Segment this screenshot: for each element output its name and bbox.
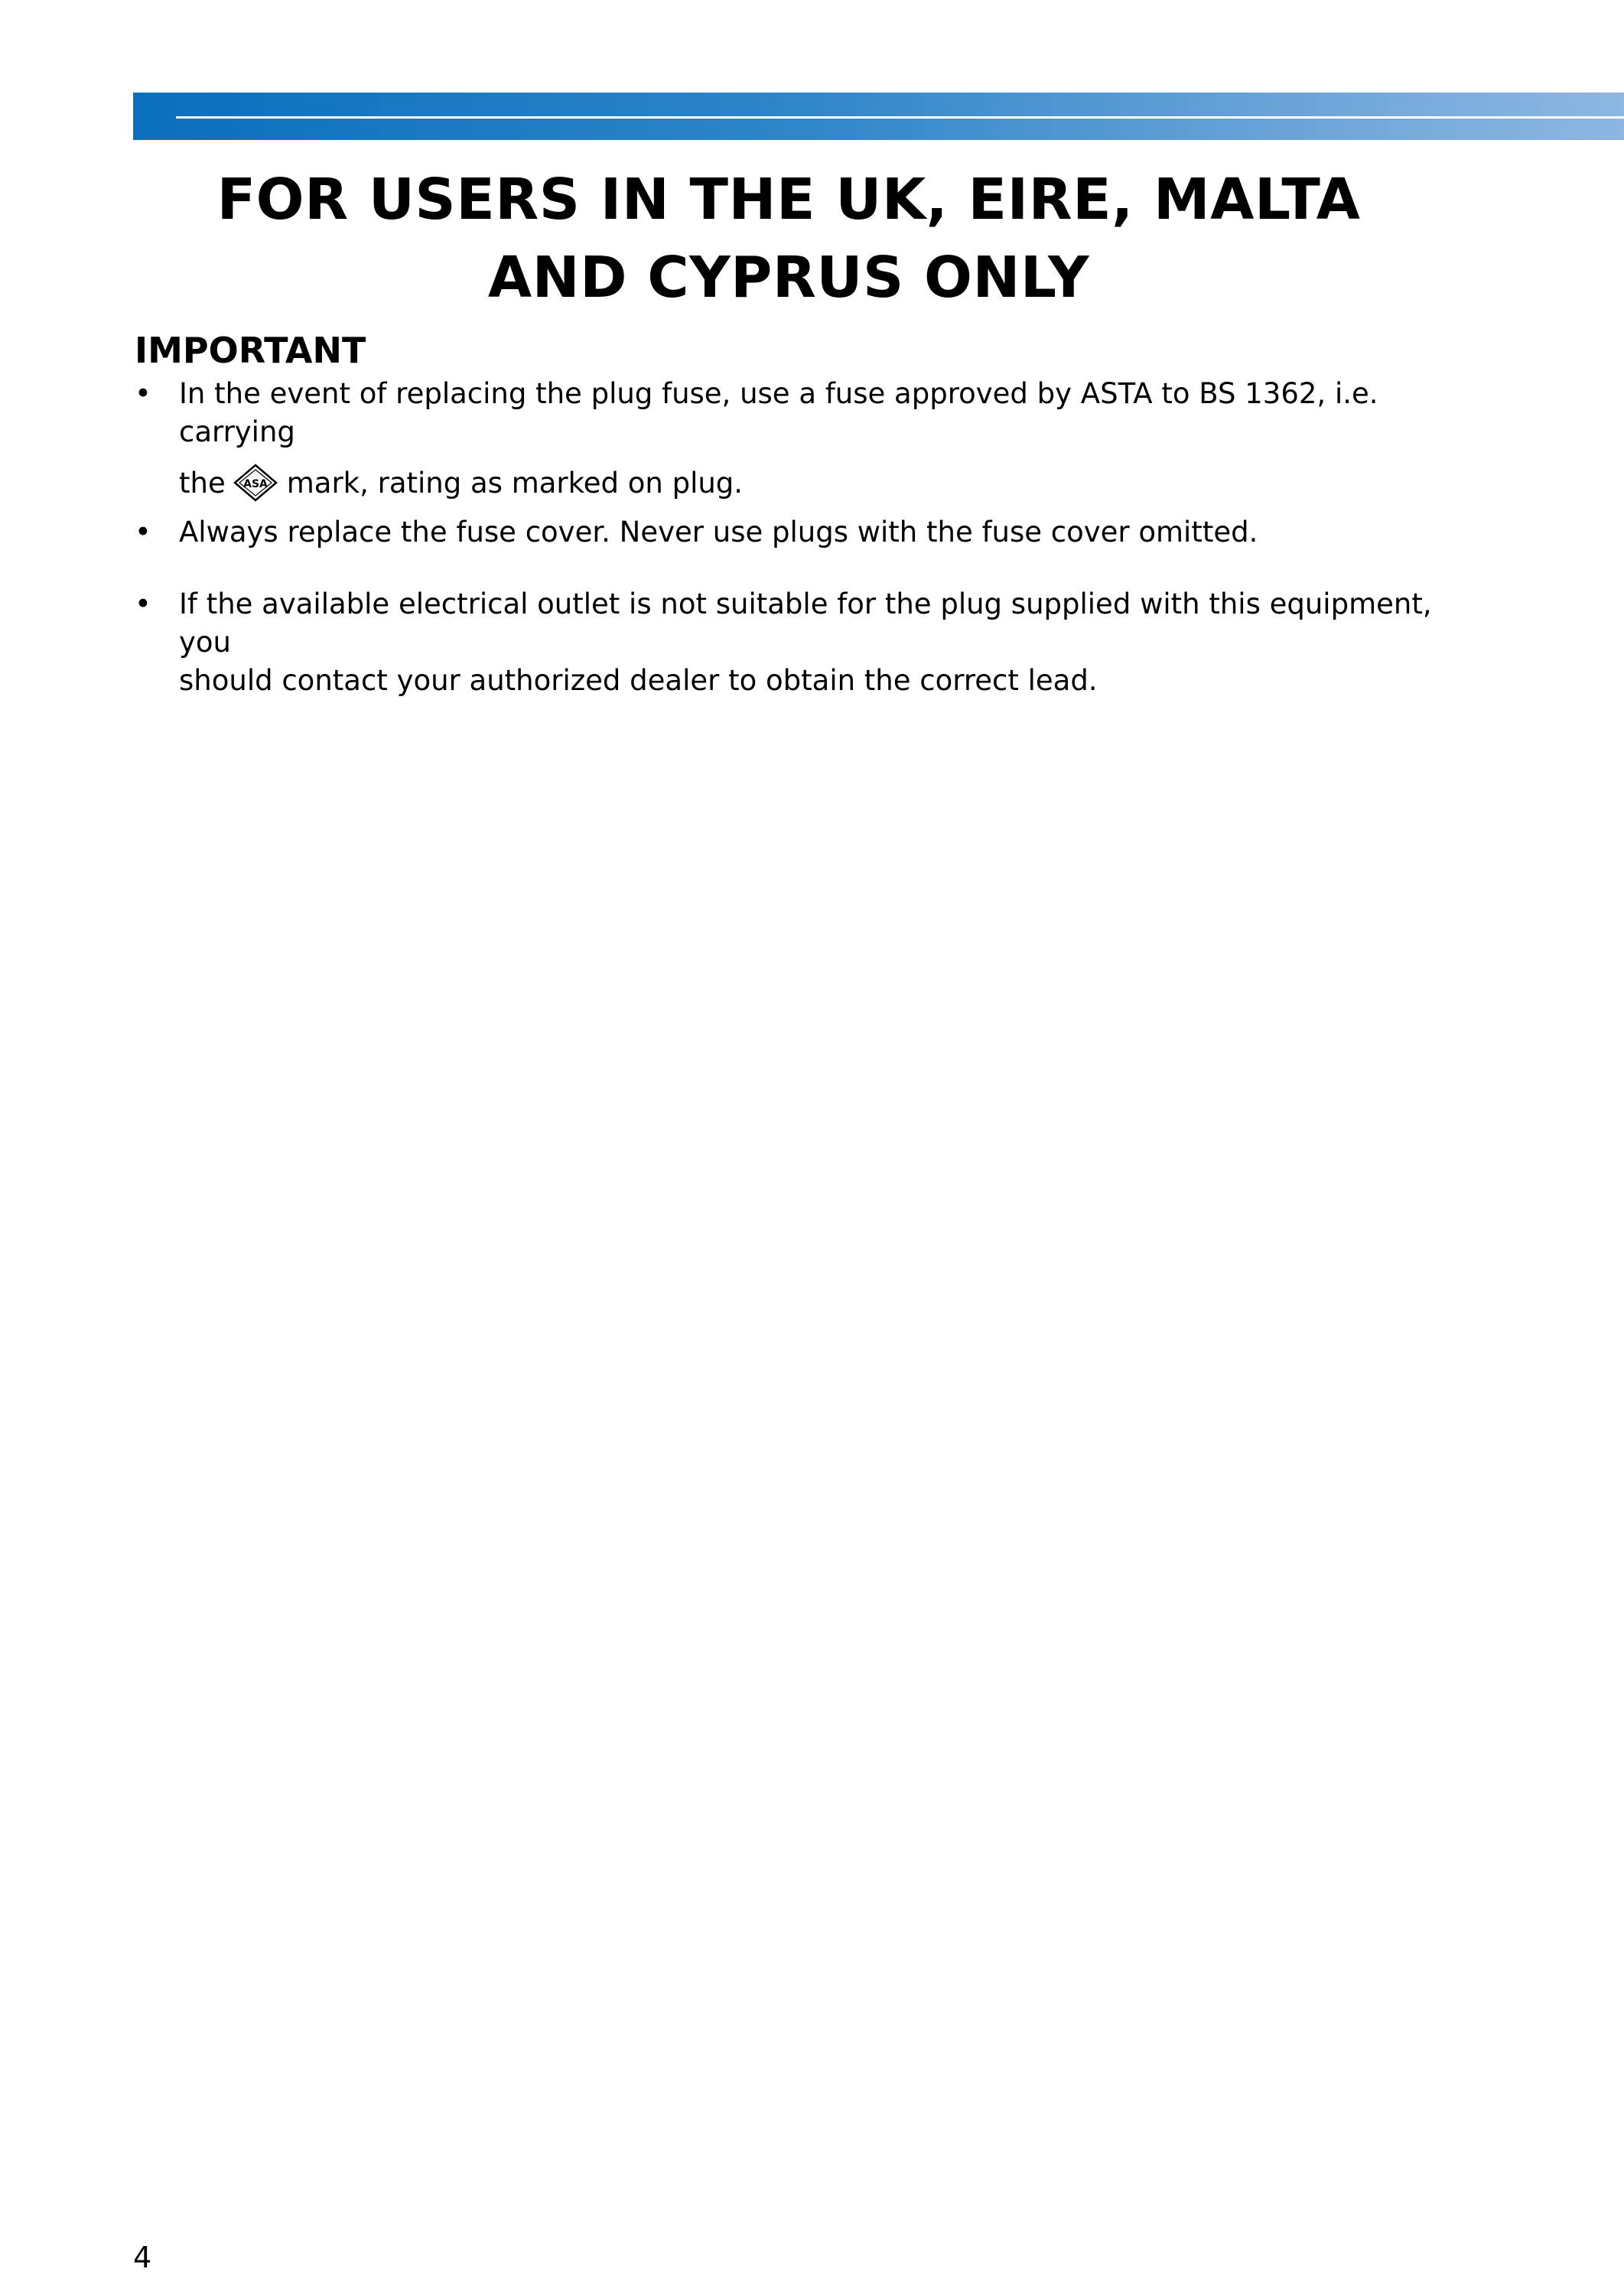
asta-mark-icon bbox=[233, 464, 278, 502]
header-bar bbox=[133, 93, 1624, 140]
page-title-line-2: AND CYPRUS ONLY bbox=[487, 245, 1090, 311]
list-item-text-line-1: If the available electrical outlet is not suitable for the plug supplied with this equipment, you bbox=[179, 588, 1432, 659]
asta-mark-label: ASA bbox=[242, 478, 268, 490]
page-title-line-1: FOR USERS IN THE UK, EIRE, MALTA bbox=[216, 167, 1361, 233]
list-item-text: Always replace the fuse cover. Never use plugs with the fuse cover omitted. bbox=[179, 516, 1258, 549]
section-heading-important: IMPORTANT bbox=[135, 330, 366, 371]
list-item-text-line-1: In the event of replacing the plug fuse, use a fuse approved by ASTA to BS 1362, i.e. carrying bbox=[179, 377, 1378, 448]
list-item-text-line-2: should contact your authorized dealer to obtain the correct lead. bbox=[179, 664, 1098, 697]
header-rule bbox=[176, 116, 1624, 119]
list-item-outlet bbox=[135, 585, 1481, 700]
text-before-mark: the bbox=[179, 467, 226, 500]
bullet-icon: • bbox=[135, 516, 151, 549]
bullet-icon: • bbox=[135, 377, 151, 410]
list-item-text-line-2 bbox=[179, 464, 1481, 503]
bullet-icon: • bbox=[135, 588, 151, 620]
list-item-fuse-cover bbox=[135, 513, 1481, 552]
list-item-plug-fuse bbox=[135, 375, 1481, 503]
important-list bbox=[135, 375, 1481, 700]
page-number: 4 bbox=[133, 2241, 152, 2274]
page-title bbox=[153, 161, 1424, 317]
text-after-mark: mark, rating as marked on plug. bbox=[286, 467, 744, 500]
